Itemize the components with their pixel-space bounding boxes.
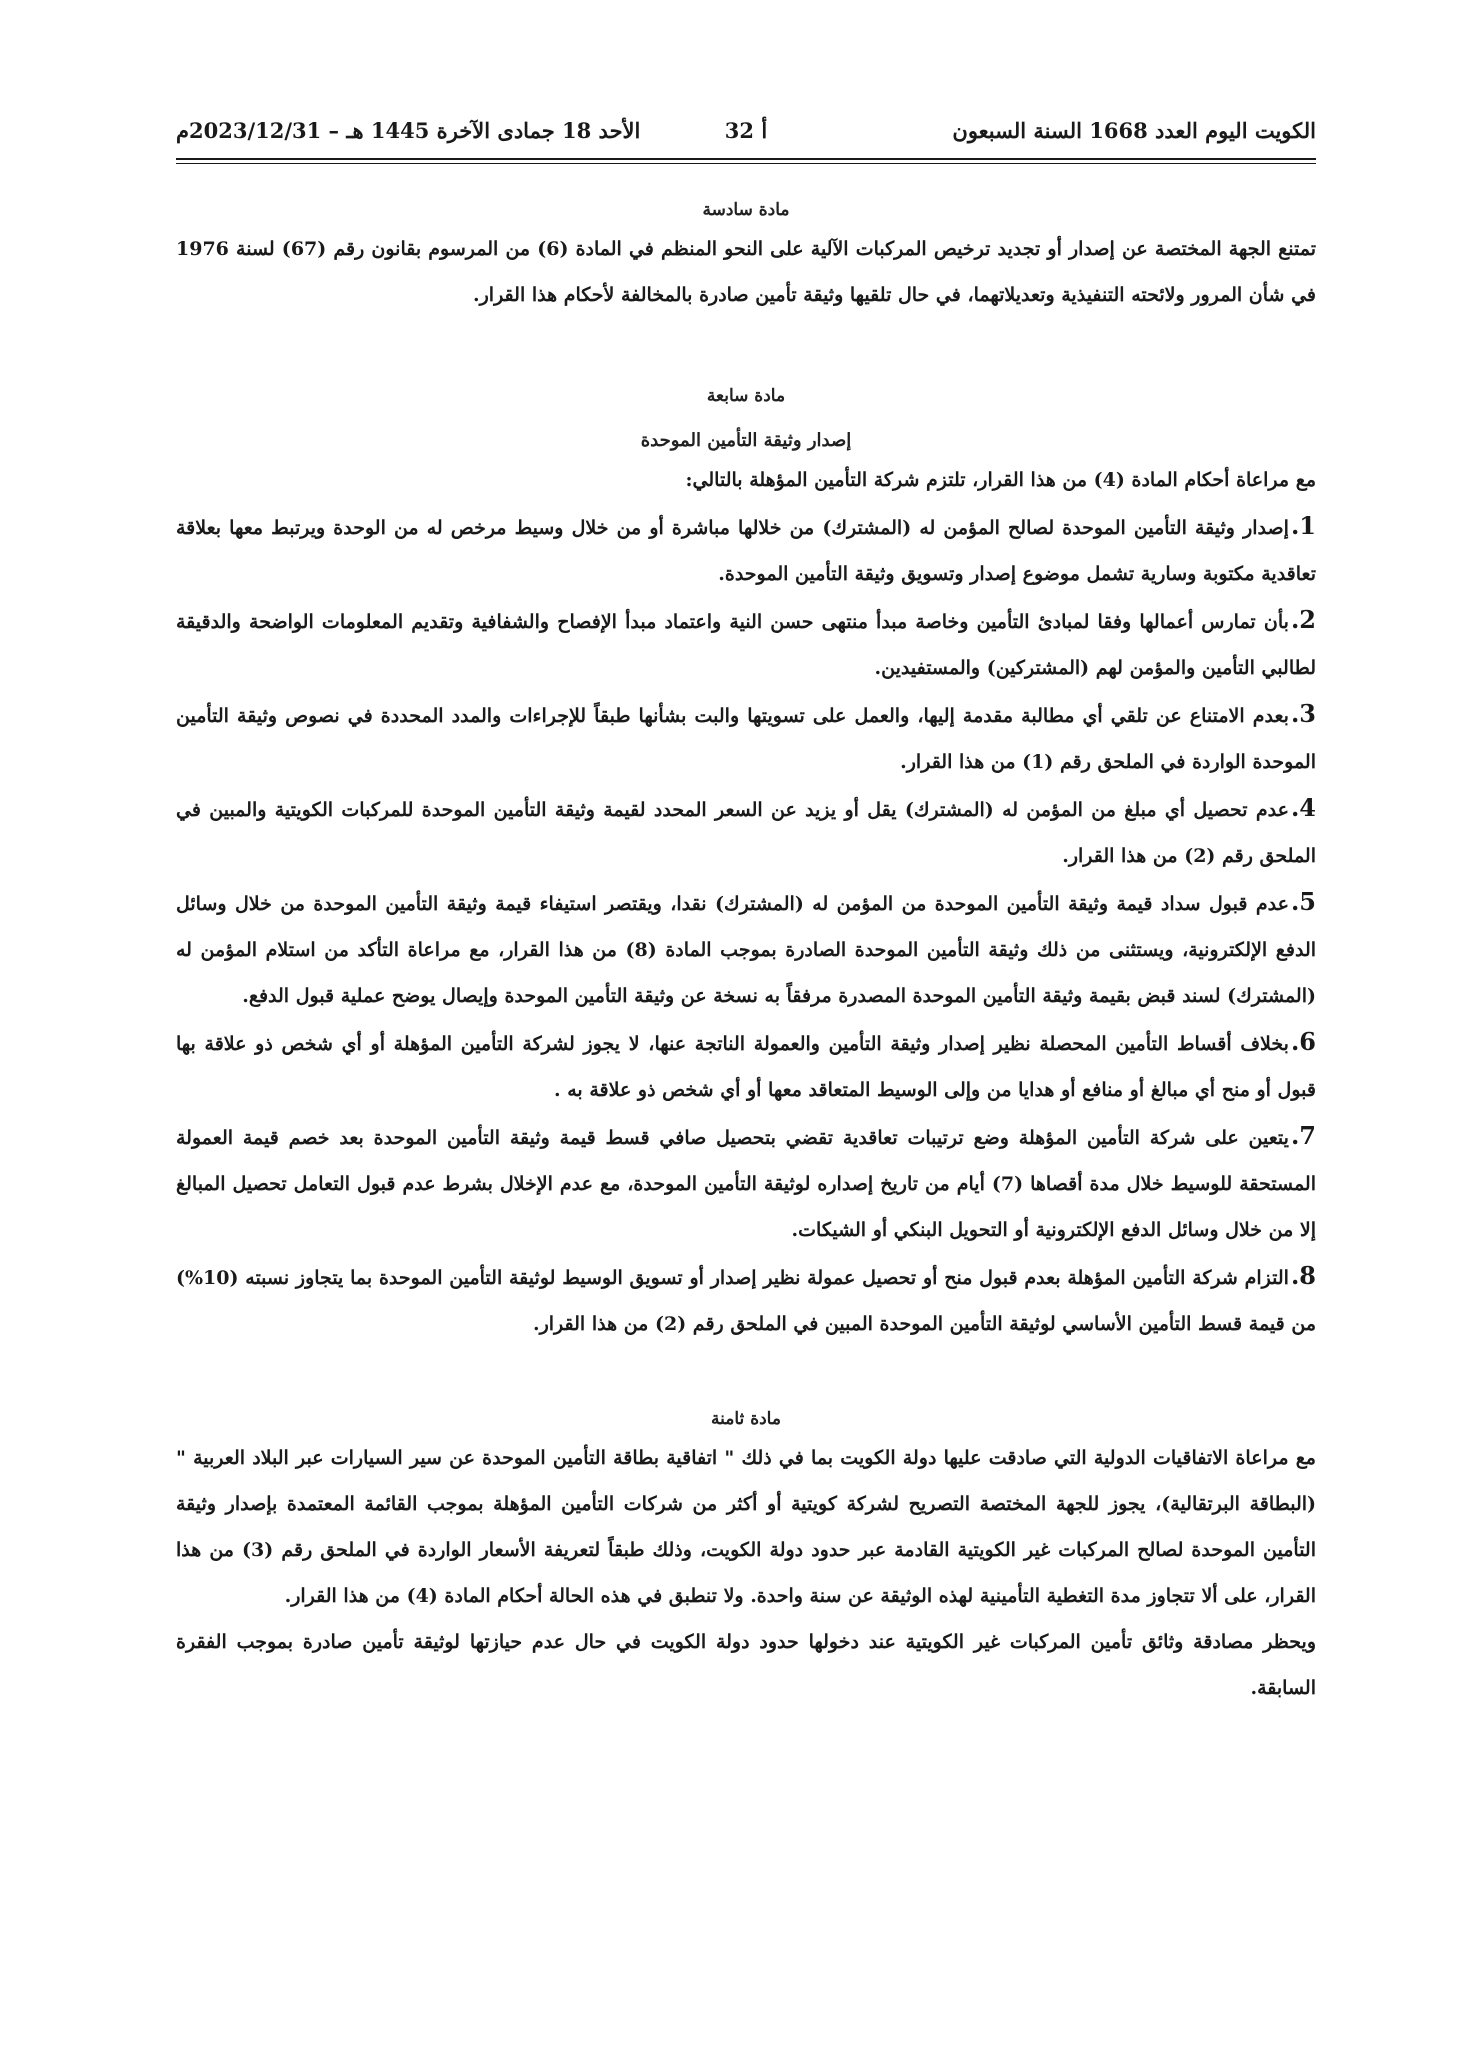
list-item: 2.بأن تمارس أعمالها وفقا لمبادئ التأمين وخاصة مبدأ منتهى حسن النية واعتماد مبدأ الإفصاح والشفافية وتقديم المعلومات الواضحة والدقيقة لطالبي التأمين والمؤمن لهم (المشتركين) والمستفيدين.: [176, 605, 1316, 679]
header-rule: [176, 158, 1316, 164]
article8-title: مادة ثامنة: [711, 1409, 781, 1429]
document-page: [176, 118, 1316, 1711]
article7-title: مادة سابعة: [706, 386, 786, 406]
list-item: 7.يتعين على شركة التأمين المؤهلة وضع ترتيبات تعاقدية تقضي بتحصيل صافي قسط قيمة وثيقة التأمين الموحدة بعد خصم قيمة العمولة المستحقة للوسيط خلال مدة أقصاها (7) أيام من تاريخ إصداره لوثيقة التأمين الموحدة، مع عدم الإخلال بشرط عدم قبول التعامل تحصيل المبالغ إلا من خلال وسائل الدفع الإلكترونية أو التحويل البنكي أو الشيكات.: [176, 1121, 1316, 1241]
article6-title: مادة سادسة: [702, 200, 790, 220]
header-date: الأحد 18 جمادى الآخرة 1445 هـ – 2023/12/31م: [176, 118, 641, 143]
list-item: 1.إصدار وثيقة التأمين الموحدة لصالح المؤمن له (المشترك) من خلالها مباشرة أو من خلال وسيط مرخص له من الوحدة ويرتبط معها بعلاقة تعاقدية مكتوبة وسارية تشمل موضوع إصدار وتسويق وثيقة التأمين الموحدة.: [176, 511, 1316, 585]
header-page-number: أ 32: [724, 118, 768, 143]
article8-para2: ويحظر مصادقة وثائق تأمين المركبات غير الكويتية عند دخولها حدود دولة الكويت في حال عدم حيازتها لوثيقة تأمين صادرة بموجب الفقرة السابقة.: [176, 1631, 1316, 1699]
article7-subtitle: إصدار وثيقة التأمين الموحدة: [640, 430, 852, 451]
header-issue: الكويت اليوم العدد 1668 السنة السبعون: [952, 118, 1316, 143]
article7-intro: مع مراعاة أحكام المادة (4) من هذا القرار، تلتزم شركة التأمين المؤهلة بالتالي:: [685, 469, 1316, 491]
list-item: 6.بخلاف أقساط التأمين المحصلة نظير إصدار وثيقة التأمين والعمولة الناتجة عنها، لا يجوز لشركة التأمين المؤهلة أو أي شخص ذو علاقة بها قبول أو منح أي مبالغ أو منافع أو هدايا من وإلى الوسيط المتعاقد معها أو أي شخص ذو علاقة به .: [176, 1027, 1316, 1101]
list-item: 5.عدم قبول سداد قيمة وثيقة التأمين الموحدة من المؤمن له (المشترك) نقدا، ويقتصر استيفاء قيمة وثيقة التأمين الموحدة من خلال وسائل الدفع الإلكترونية، ويستثنى من ذلك وثيقة التأمين الموحدة الصادرة بموجب المادة (8) من هذا القرار، مع مراعاة التأكد من استلام المؤمن له (المشترك) لسند قبض بقيمة وثيقة التأمين الموحدة المصدرة مرفقاً به نسخة عن وثيقة التأمين الموحدة وإيصال يوضح عملية قبول الدفع.: [176, 887, 1317, 1007]
list-item: 4.عدم تحصيل أي مبلغ من المؤمن له (المشترك) يقل أو يزيد عن السعر المحدد لقيمة وثيقة التأمين الموحدة للمركبات الكويتية والمبين في الملحق رقم (2) من هذا القرار.: [176, 793, 1316, 867]
article8-para1: مع مراعاة الاتفاقيات الدولية التي صادقت عليها دولة الكويت بما في ذلك " اتفاقية بطاقة التأمين الموحدة عن سير السيارات عبر البلاد العربية " (البطاقة البرتقالية)، يجوز للجهة المختصة التصريح لشركة كويتية أو أكثر من شركات التأمين المؤهلة بموجب القائمة المعتمدة بإصدار وثيقة التأمين الموحدة لصالح المركبات غير الكويتية القادمة عبر حدود دولة الكويت، وذلك طبقاً لتعريفة الأسعار الواردة في الملحق رقم (3) من هذا القرار، على ألا تتجاوز مدة التغطية التأمينية لهذه الوثيقة عن سنة واحدة. ولا تنطبق في هذه الحالة أحكام المادة (4) من هذا القرار.: [176, 1447, 1317, 1607]
list-item: 8.التزام شركة التأمين المؤهلة بعدم قبول منح أو تحصيل عمولة نظير إصدار أو تسويق الوسيط لوثيقة التأمين الموحدة بما يتجاوز نسبته (10%) من قيمة قسط التأمين الأساسي لوثيقة التأمين الموحدة المبين في الملحق رقم (2) من هذا القرار.: [176, 1261, 1316, 1335]
article6-text: تمتنع الجهة المختصة عن إصدار أو تجديد ترخيص المركبات الآلية على النحو المنظم في المادة (6) من المرسوم بقانون رقم (67) لسنة 1976 في شأن المرور ولائحته التنفيذية وتعديلاتهما، في حال تلقيها وثيقة تأمين صادرة بالمخالفة لأحكام هذا القرار.: [176, 238, 1316, 306]
page-header: [176, 118, 1316, 150]
list-item: 3.بعدم الامتناع عن تلقي أي مطالبة مقدمة إليها، والعمل على تسويتها والبت بشأنها طبقاً للإجراءات والمدد المحددة في نصوص وثيقة التأمين الموحدة الواردة في الملحق رقم (1) من هذا القرار.: [176, 699, 1316, 773]
